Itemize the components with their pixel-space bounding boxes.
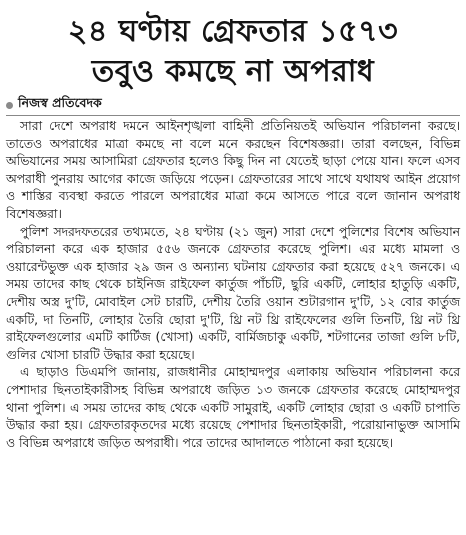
headline: [6, 0, 460, 92]
paragraph-3: এ ছাড়াও ডিএমপি জানায়, রাজধানীর মোহাম্মদপুর এলাকায় অভিযান পরিচালনা করে পেশাদার ছিনতাইকারীসহ বিভিন্ন অপরাধে জড়িত ১৩ জনকে গ্রেফতার করেছে মোহাম্মদপুর থানা পুলিশ। এ সময় তাদের কাছ থেকে একটি সামুরাই, একটি লোহার ছোরা ও একটি চাপাতি উদ্ধার করা হয়। গ্রেফতারকৃতদের মধ্যে রয়েছে পেশাদার ছিনতাইকারী, পরোয়ানাভুক্ত আসামি ও বিভিন্ন অপরাধে জড়িত অপরাধী। পরে তাদের আদালতে পাঠানো করা হয়েছে।: [6, 365, 460, 450]
paragraph-2: পুলিশ সদরদফতরের তথ্যমতে, ২৪ ঘণ্টায় (২১ জুন) সারা দেশে পুলিশের বিশেষ অভিযান পরিচালনা করে এক হাজার ৫৫৬ জনকে গ্রেফতার করেছে পুলিশ। এর মধ্যে মামলা ও ওয়ারেন্টভুক্ত এক হাজার ২৯ জন ও অন্যান্য ঘটনায় গ্রেফতার করা হয়েছে ৫২৭ জনকে। এ সময় তাদের কাছ থেকে চাইনিজ রাইফেল কার্তুজ পাঁচটি, ছুরি একটি, লোহার হাতুড়ি একটি, দেশীয় অস্ত্র দু'টি, মোবাইল সেট চারটি, দেশীয় তৈরি ওয়ান শুটারগান দু'টি, ১২ বোর কার্তুজ একটি, দা তিনটি, লোহার তৈরি ছোরা দু'টি, থ্রি নট থ্রি রাইফেলের গুলি তিনটি, থ্রি নট থ্রি রাইফেলগুলোর এমটি কার্টিজ (খোসা) একটি, বার্মিজচাকু একটি, শটগানের তাজা গুলি ৮টি, গুলির খোসা চারটি উদ্ধার করা হয়েছে।: [6, 224, 460, 362]
article-body: [6, 118, 460, 452]
headline-line-2: তবুও কমছে না অপরাধ: [91, 54, 375, 89]
headline-line-1: ২৪ ঘণ্টায় গ্রেফতার ১৫৭৩: [67, 14, 399, 49]
paragraph-1: সারা দেশে অপরাধ দমনে আইনশৃঙ্খলা বাহিনী প্রতিনিয়তই অভিযান পরিচালনা করছে। তাতেও অপরাধের মাত্রা কমছে না বলে মনে করছেন বিশেষজ্ঞরা। তারা বলছেন, বিভিন্ন অভিযানের সময় আসামিরা গ্রেফতার হলেও কিছু দিন না যেতেই ছাড়া পেয়ে যান। ফলে এসব অপরাধী পুনরায় আগের কাজে জড়িয়ে পড়েন। গ্রেফতারের সাথে সাথে যথাযথ আইন প্রয়োগ ও শাস্তির ব্যবস্থা করতে পারলে অপরাধের মাত্রা কমে আসতে পারে বলে জানান অপরাধ বিশেষজ্ঞরা।: [6, 119, 460, 221]
byline-divider: [6, 115, 460, 116]
byline: [6, 97, 460, 113]
byline-text: নিজস্ব প্রতিবেদক: [18, 95, 102, 110]
bullet-icon: [6, 102, 13, 109]
